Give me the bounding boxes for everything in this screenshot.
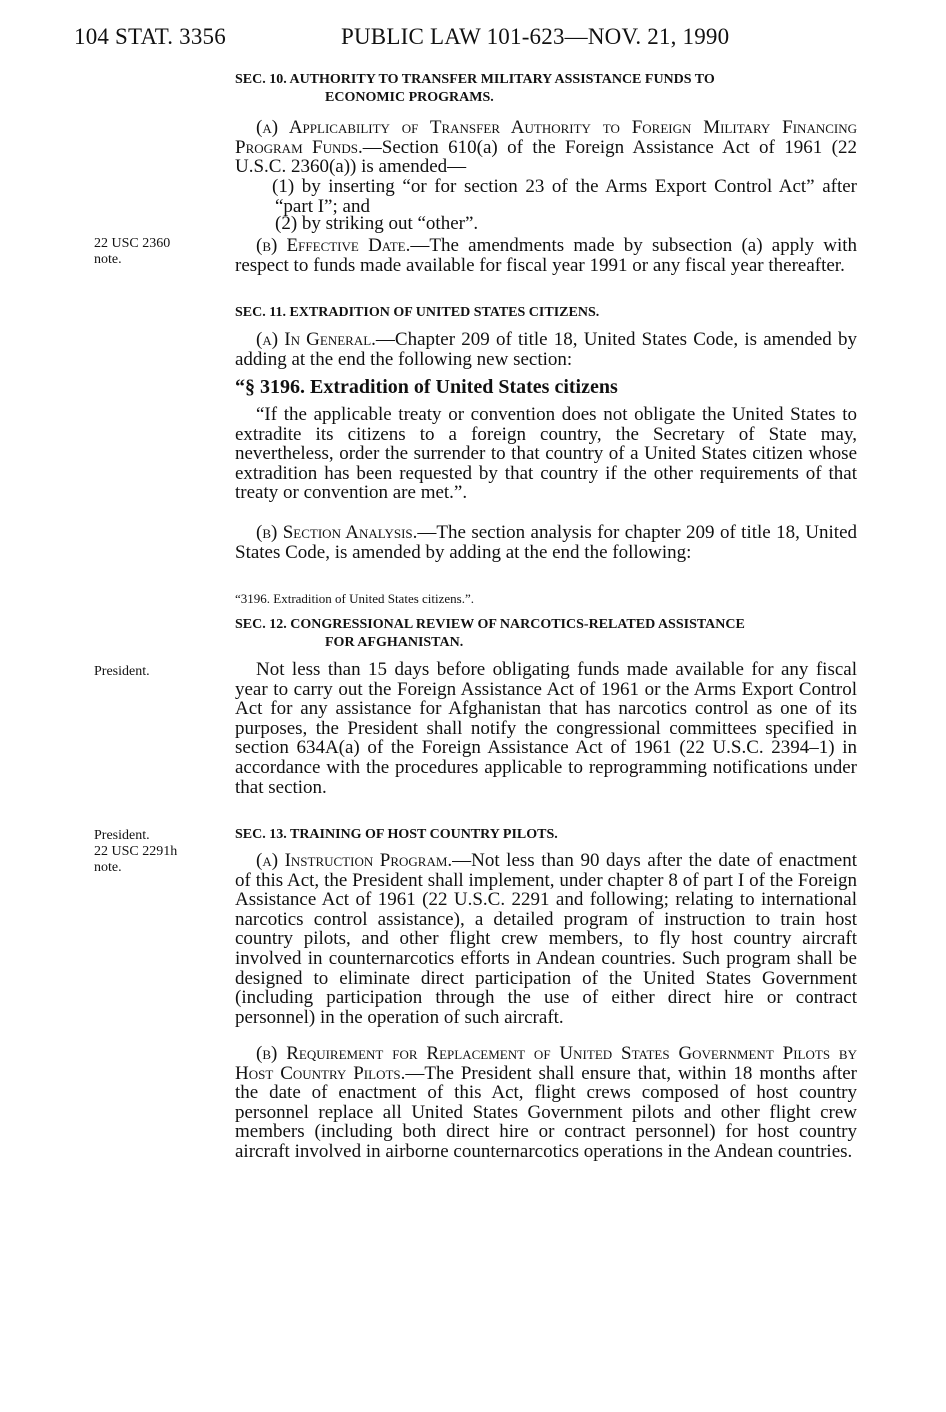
section-13-subsection-b (235, 1044, 857, 1162)
section-heading-line: SEC. 12. CONGRESSIONAL REVIEW OF NARCOTICS-RELATED ASSISTANCE (235, 617, 745, 632)
subsection-heading: (b) Effective Date. (256, 235, 411, 256)
quoted-section-text: “If the applicable treaty or convention does not obligate the United States to extradite its citizens to a foreign country, the Secretary of State may, nevertheless, order the surrender to that country of a United States citizen whose extradition has been requested by that country if the other requirements of that treaty or convention are met.”. (235, 404, 857, 504)
margin-note-president (94, 664, 150, 680)
amendment-item: (2) by striking out “other”. (275, 213, 479, 234)
section-heading-line: ECONOMIC PROGRAMS. (325, 89, 494, 105)
subsection-heading: (b) Requirement for Replacement of United States Government Pilots by Host Country Pilots. (235, 1043, 857, 1084)
subsection-heading: (b) Section Analysis. (256, 522, 418, 543)
margin-note-line: President. (94, 664, 150, 679)
section-body-text: Not less than 15 days before obligating funds made available for any fiscal year to carry out the Foreign Assistance Act of 1961 or the Arms Export Control Act for any assistance for Afghanistan that has narcotics control as one of its purposes, the President shall notify the congressional committees specified in section 634A(a) of the Foreign Assistance Act of 1961 (22 U.S.C. 2394–1) in accordance with the procedures applicable to reprogramming notifications under that section. (235, 659, 857, 798)
subsection-heading: (a) Applicability of Transfer Authority to Foreign Military Financing Program Funds. (235, 117, 857, 158)
subsection-text: —The section analysis for chapter 209 of title 18, United States Code, is amended by adding at the end the following: (235, 522, 857, 563)
code-section-heading: “§ 3196. Extradition of United States citizens (235, 376, 618, 398)
section-10-subsection-a (235, 118, 857, 177)
section-12-text (235, 660, 857, 797)
page-header-title: PUBLIC LAW 101-623—NOV. 21, 1990 (341, 24, 730, 49)
subsection-text: —Chapter 209 of title 18, United States Code, is amended by adding at the end the following new section: (235, 329, 857, 370)
section-11-subsection-a (235, 330, 857, 369)
margin-note-line: 22 USC 2291h (94, 844, 178, 859)
subsection-heading: (a) In General. (256, 329, 376, 350)
section-heading-line: SEC. 11. EXTRADITION OF UNITED STATES CITIZENS. (235, 305, 600, 320)
margin-note-president-22usc2291h (94, 828, 177, 876)
section-analysis-entry (235, 591, 857, 607)
section-10-subsection-b (235, 236, 857, 275)
section-10-item-1 (235, 177, 857, 216)
section-13-subsection-a (235, 851, 857, 1027)
section-10-item-2 (235, 214, 857, 234)
margin-note-line: note. (94, 860, 122, 875)
subsection-text: —Section 610(a) of the Foreign Assistance Act of 1961 (22 U.S.C. 2360(a)) is amended— (235, 136, 857, 178)
section-11-heading (235, 304, 857, 322)
margin-note-22usc2360 (94, 236, 170, 268)
section-3196-heading (235, 376, 857, 398)
subsection-text: —The amendments made by subsection (a) apply with respect to funds made available for fiscal year 1991 or any fiscal year thereafter. (235, 235, 857, 276)
analysis-line: “3196. Extradition of United States citizens.”. (235, 591, 474, 606)
margin-note-line: note. (94, 252, 122, 267)
amendment-item: (1) by inserting “or for section 23 of the Arms Export Control Act” after “part I”; and (272, 176, 857, 217)
margin-note-line: President. (94, 828, 150, 843)
section-12-heading (235, 616, 857, 651)
page-stat-number: 104 STAT. 3356 (74, 24, 226, 49)
subsection-heading: (a) Instruction Program. (256, 850, 453, 871)
subsection-text: —The President shall ensure that, within 18 months after the date of enactment of this Act, flight crews composed of host country personnel replace all United States Government pilots and other flight crew members (including both direct hire or contract personnel) for host country aircraft involved in airborne counternarcotics operations in the Andean countries. (235, 1062, 858, 1162)
section-10-heading (235, 71, 857, 106)
section-heading-line: SEC. 13. TRAINING OF HOST COUNTRY PILOTS. (235, 827, 558, 842)
section-heading-line: SEC. 10. AUTHORITY TO TRANSFER MILITARY ASSISTANCE FUNDS TO (235, 72, 715, 87)
section-13-heading (235, 826, 857, 844)
subsection-text: —Not less than 90 days after the date of enactment of this Act, the President shall implement, under chapter 8 of part I of the Foreign Assistance Act of 1961 (22 U.S.C. 2291 and following; relating to international narcotics control assistance), a detailed program of instruction to train host country pilots, and other flight crew members, to fly host country aircraft involved in counternarcotics efforts in Andean countries. Such program shall be designed to eliminate direct participation of the United States Government (including participation through the use of either direct hire or contract personnel) in the operation of such aircraft. (235, 850, 858, 1028)
margin-note-line: 22 USC 2360 (94, 236, 171, 251)
section-3196-text (235, 405, 857, 503)
section-heading-line: FOR AFGHANISTAN. (325, 634, 464, 650)
section-11-subsection-b (235, 523, 857, 562)
